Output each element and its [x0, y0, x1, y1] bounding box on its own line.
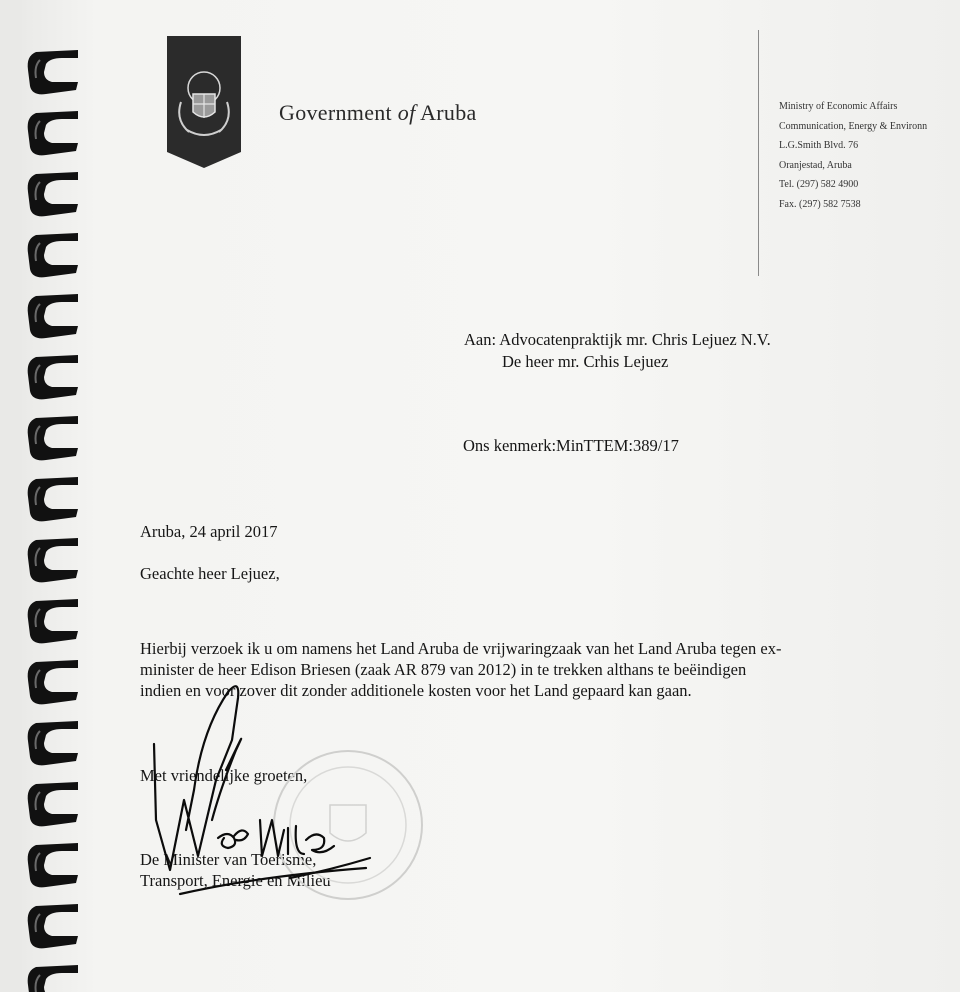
title-part: Aruba	[415, 100, 477, 125]
body-line: indien en voor zover dit zonder additionele kosten voor het Land gepaard kan gaan.	[140, 681, 692, 700]
aruba-coat-of-arms-icon	[165, 34, 243, 170]
salutation: Geachte heer Lejuez,	[140, 564, 280, 583]
ministry-line: Ministry of Economic Affairs	[779, 101, 898, 112]
ministry-line: Fax. (297) 582 7538	[779, 198, 861, 210]
title-of: of	[397, 100, 416, 125]
closing: Met vriendelijke groeten,	[140, 766, 308, 785]
ministry-line: Oranjestad, Aruba	[779, 159, 852, 171]
letter-date: Aruba, 24 april 2017	[140, 522, 278, 541]
reference-number: Ons kenmerk:MinTTEM:389/17	[463, 436, 679, 455]
addressee-line: Aan: Advocatenpraktijk mr. Chris Lejuez N.V.	[464, 330, 771, 349]
signatory-department: Transport, Energie en Milieu	[140, 871, 331, 890]
government-title	[279, 100, 477, 126]
signatory-title: De Minister van Toerisme,	[140, 850, 317, 869]
letterhead-divider	[758, 30, 759, 276]
comb-binding	[22, 0, 112, 992]
letter-page	[22, 0, 960, 992]
body-line: minister de heer Edison Briesen (zaak AR 879 van 2012) in te trekken althans te beëindigen	[140, 660, 747, 679]
ministry-line: Tel. (297) 582 4900	[779, 179, 859, 190]
addressee-name: De heer mr. Crhis Lejuez	[502, 352, 669, 371]
ministry-line: L.G.Smith Blvd. 76	[779, 140, 859, 151]
ministry-address-block	[779, 97, 927, 214]
title-part: Government	[279, 100, 398, 125]
ministry-line: Communication, Energy & Environn	[779, 120, 928, 132]
body-line: Hierbij verzoek ik u om namens het Land Aruba de vrijwaringzaak van het Land Aruba tegen ex-	[140, 639, 782, 658]
handwritten-signature	[140, 680, 440, 920]
